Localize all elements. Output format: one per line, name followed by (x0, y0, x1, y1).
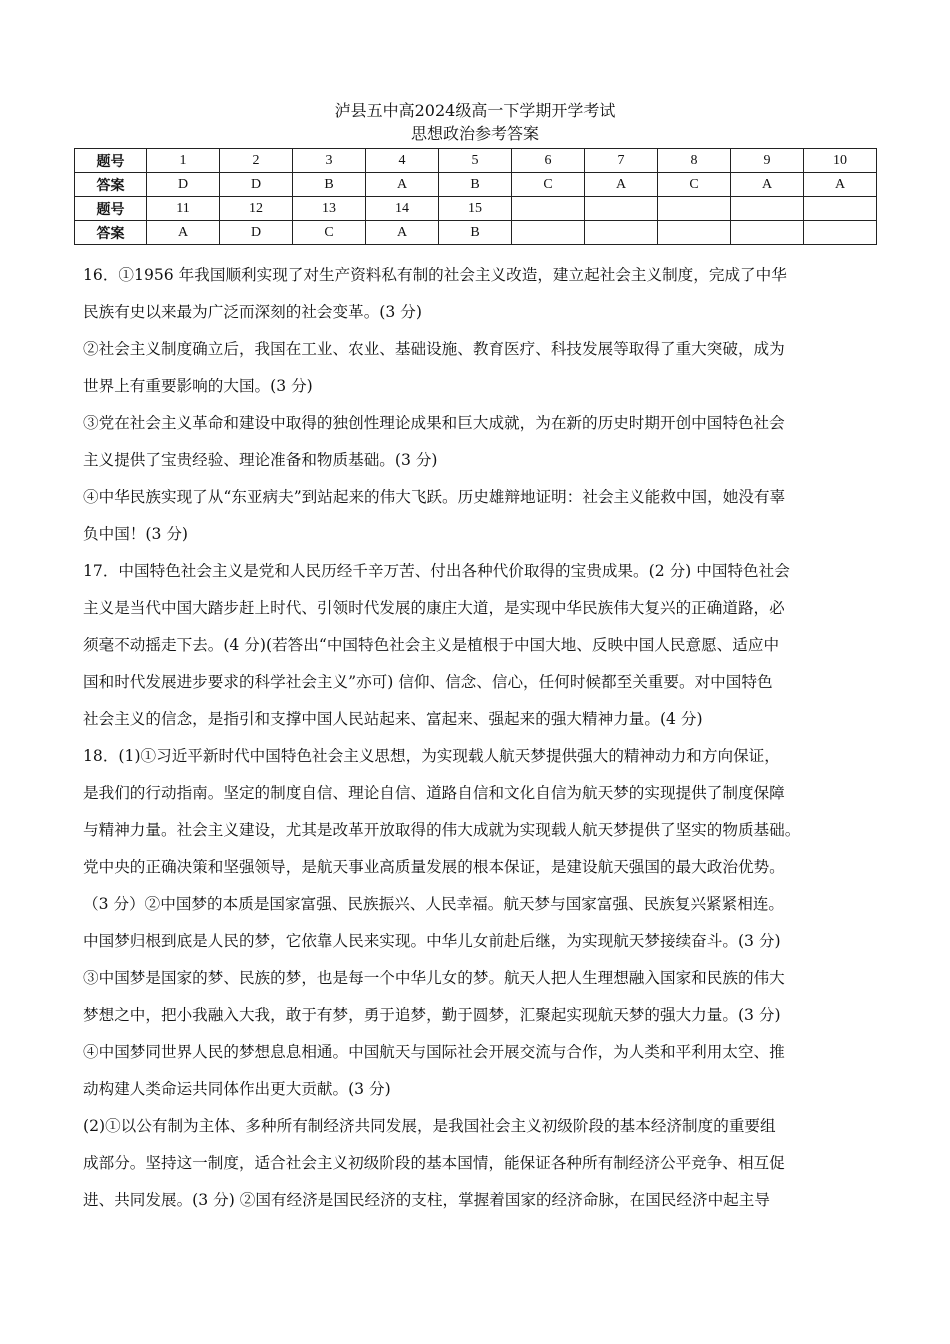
question-number-cell: 15 (439, 197, 512, 221)
question-number-cell (512, 197, 585, 221)
answer-cell (512, 221, 585, 245)
answer-row (75, 173, 877, 197)
answer-line: 17．中国特色社会主义是党和人民历经千辛万苦、付出各种代价取得的宝贵成果。(2 分) 中国特色社会 (83, 562, 790, 580)
question-number-cell: 4 (366, 149, 439, 173)
question-number-cell: 13 (293, 197, 366, 221)
answer-cell: B (439, 221, 512, 245)
answer-row (75, 221, 877, 245)
question-number-cell: 11 (147, 197, 220, 221)
answer-line: （3 分）②中国梦的本质是国家富强、民族振兴、人民幸福。航天梦与国家富强、民族复兴紧紧相连。 (83, 895, 785, 913)
question-number-cell: 5 (439, 149, 512, 173)
answer-cell: D (147, 173, 220, 197)
answer-line: 中国梦归根到底是人民的梦，它依靠人民来实现。中华儿女前赴后继，为实现航天梦接续奋斗。(3 分) (83, 932, 781, 950)
answer-line: 18．(1)①习近平新时代中国特色社会主义思想，为实现载人航天梦提供强大的精神动力和方向保证， (83, 747, 780, 765)
question-number-row-label: 题号 (75, 149, 147, 173)
question-number-cell: 10 (804, 149, 877, 173)
question-number-cell (731, 197, 804, 221)
answer-line: 国和时代发展进步要求的科学社会主义”亦可) 信仰、信念、信心，任何时候都至关重要。对中国特色 (83, 673, 773, 691)
answer-line: 梦想之中，把小我融入大我，敢于有梦，勇于追梦，勤于圆梦，汇聚起实现航天梦的强大力量。(3 分) (83, 1006, 781, 1024)
answer-cell: C (512, 173, 585, 197)
answer-line: 负中国！(3 分) (83, 525, 189, 543)
answer-line: 社会主义的信念，是指引和支撑中国人民站起来、富起来、强起来的强大精神力量。(4 分) (83, 710, 703, 728)
answer-cell: C (658, 173, 731, 197)
question-number-cell: 6 (512, 149, 585, 173)
answer-body (83, 257, 878, 1219)
question-number-cell: 2 (220, 149, 293, 173)
answer-cell (585, 221, 658, 245)
answer-cell (658, 221, 731, 245)
exam-subtitle: 思想政治参考答案 (410, 124, 539, 143)
answer-cell: B (293, 173, 366, 197)
answer-line: 须毫不动摇走下去。(4 分)(若答出“中国特色社会主义是植根于中国大地、反映中国人民意愿、适应中 (83, 636, 780, 654)
answer-line: 主义是当代中国大踏步赶上时代、引领时代发展的康庄大道，是实现中华民族伟大复兴的正确道路，必 (83, 599, 785, 617)
answer-cell: D (220, 221, 293, 245)
answer-line: 成部分。坚持这一制度，适合社会主义初级阶段的基本国情，能保证各种所有制经济公平竞争、相互促 (83, 1154, 785, 1172)
answer-cell (804, 221, 877, 245)
answer-line: ③党在社会主义革命和建设中取得的独创性理论成果和巨大成就，为在新的历史时期开创中国特色社会 (83, 414, 785, 432)
answer-line: 进、共同发展。(3 分) ②国有经济是国民经济的支柱，掌握着国家的经济命脉，在国民经济中起主导 (83, 1191, 770, 1209)
question-number-cell (658, 197, 731, 221)
question-number-row-label: 题号 (75, 197, 147, 221)
answer-cell (731, 221, 804, 245)
answer-cell: A (366, 221, 439, 245)
answer-line: ③中国梦是国家的梦、民族的梦，也是每一个中华儿女的梦。航天人把人生理想融入国家和民族的伟大 (83, 969, 785, 987)
answer-cell: A (366, 173, 439, 197)
answer-line: ④中国梦同世界人民的梦想息息相通。中国航天与国际社会开展交流与合作，为人类和平利用太空、推 (83, 1043, 785, 1061)
question-number-cell (585, 197, 658, 221)
answer-line: 主义提供了宝贵经验、理论准备和物质基础。(3 分) (83, 451, 438, 469)
answer-line: 动构建人类命运共同体作出更大贡献。(3 分) (83, 1080, 391, 1098)
answer-line: 16．①1956 年我国顺利实现了对生产资料私有制的社会主义改造，建立起社会主义制度，完成了中华 (83, 266, 787, 284)
question-number-cell: 7 (585, 149, 658, 173)
answer-row-label: 答案 (75, 173, 147, 197)
answer-line: 党中央的正确决策和坚强领导，是航天事业高质量发展的根本保证，是建设航天强国的最大政治优势。 (83, 858, 785, 876)
answer-line: (2)①以公有制为主体、多种所有制经济共同发展，是我国社会主义初级阶段的基本经济制度的重要组 (83, 1117, 776, 1135)
answer-line: ④中华民族实现了从“东亚病夫”到站起来的伟大飞跃。历史雄辩地证明：社会主义能救中国，她没有辜 (83, 488, 786, 506)
question-number-cell: 12 (220, 197, 293, 221)
answer-line: 与精神力量。社会主义建设，尤其是改革开放取得的伟大成就为实现载人航天梦提供了坚实的物质基础。 (83, 821, 801, 839)
answer-line: 民族有史以来最为广泛而深刻的社会变革。(3 分) (83, 303, 422, 321)
answer-line: ②社会主义制度确立后，我国在工业、农业、基础设施、教育医疗、科技发展等取得了重大突破，成为 (83, 340, 785, 358)
answer-row-label: 答案 (75, 221, 147, 245)
question-number-cell: 3 (293, 149, 366, 173)
question-number-cell (804, 197, 877, 221)
answer-cell: A (731, 173, 804, 197)
answer-cell: B (439, 173, 512, 197)
exam-title: 泸县五中高2024级高一下学期开学考试 (334, 101, 616, 120)
answer-line: 是我们的行动指南。坚定的制度自信、理论自信、道路自信和文化自信为航天梦的实现提供了制度保障 (83, 784, 785, 802)
question-number-cell: 8 (658, 149, 731, 173)
question-number-cell: 1 (147, 149, 220, 173)
question-number-row (75, 149, 877, 173)
answer-cell: A (804, 173, 877, 197)
answer-line: 世界上有重要影响的大国。(3 分) (83, 377, 313, 395)
answer-cell: A (585, 173, 658, 197)
question-number-cell: 14 (366, 197, 439, 221)
answer-cell: D (220, 173, 293, 197)
question-number-cell: 9 (731, 149, 804, 173)
answer-table (74, 148, 877, 245)
answer-cell: C (293, 221, 366, 245)
answer-cell: A (147, 221, 220, 245)
question-number-row (75, 197, 877, 221)
